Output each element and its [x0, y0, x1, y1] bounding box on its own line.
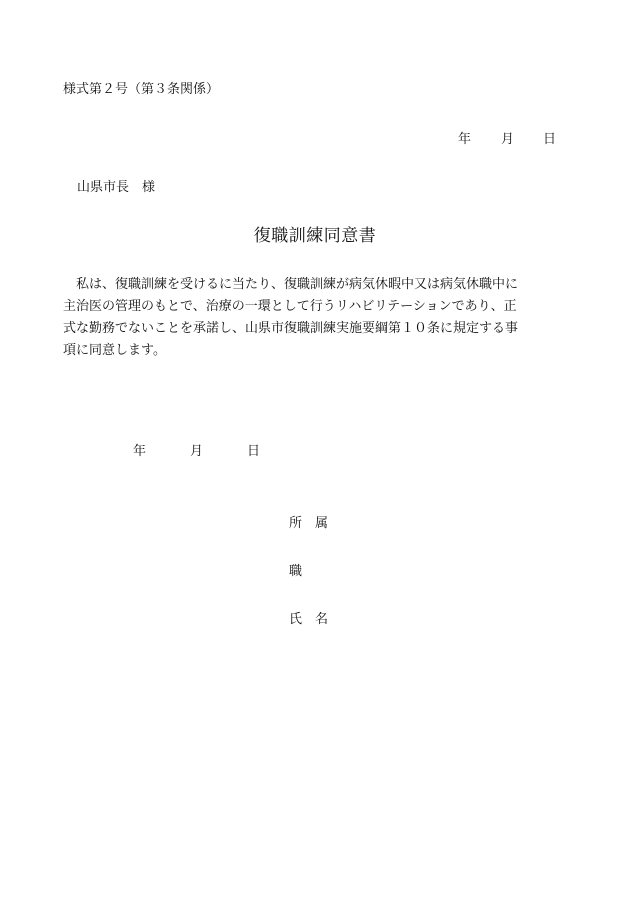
body-line: 私は、復職訓練を受けるに当たり、復職訓練が病気休暇中又は病気休職中に — [63, 277, 519, 292]
body-line: 主治医の管理のもとで、治療の一環として行うリハビリテーションであり、正 — [63, 299, 517, 314]
body-line: 項に同意します。 — [63, 343, 166, 358]
bottom-date-year: 年 — [133, 444, 147, 459]
top-date-month: 月 — [501, 132, 515, 147]
position-label: 職 — [289, 564, 303, 579]
document-title: 復職訓練同意書 — [253, 226, 377, 246]
consent-body — [63, 274, 559, 362]
bottom-date-day: 日 — [247, 444, 261, 459]
form-number-label: 様式第２号（第３条関係） — [63, 82, 220, 97]
bottom-date-month: 月 — [190, 444, 204, 459]
name-label: 氏 名 — [289, 612, 329, 627]
affiliation-label: 所 属 — [289, 516, 329, 531]
top-date-day: 日 — [543, 132, 557, 147]
addressee: 山県市長 様 — [77, 180, 156, 195]
top-date-year: 年 — [458, 132, 472, 147]
body-line: 式な勤務でないことを承諾し、山県市復職訓練実施要綱第１０条に規定する事 — [63, 321, 519, 336]
